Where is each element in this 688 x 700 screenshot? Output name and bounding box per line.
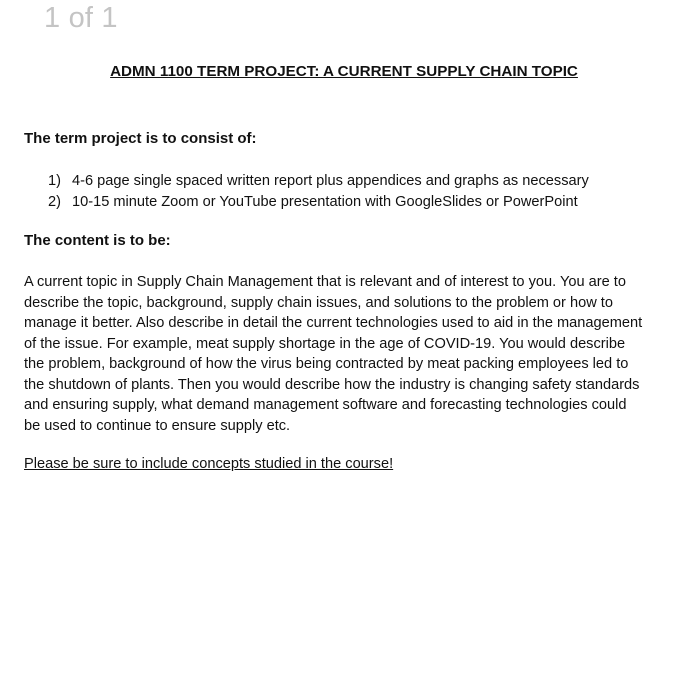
page-counter: 1 of 1 bbox=[44, 2, 118, 34]
paragraph-line: and ensuring supply, what demand management software and forecasting technologies could bbox=[24, 397, 627, 413]
list-item-text: 10-15 minute Zoom or YouTube presentation with GoogleSlides or PowerPoint bbox=[72, 193, 578, 210]
paragraph-line: of the issue. For example, meat supply shortage in the age of COVID-19. You would describe bbox=[24, 335, 626, 352]
list-item-number: 1) bbox=[48, 173, 61, 189]
document-title: ADMN 1100 TERM PROJECT: A CURRENT SUPPLY CHAIN TOPIC bbox=[110, 63, 578, 80]
list-item bbox=[48, 192, 589, 213]
paragraph-line: manage it better. Also describe in detail the current technologies used to aid in the management bbox=[24, 315, 643, 331]
content-paragraph bbox=[24, 272, 674, 436]
paragraph-line: the problem, background of how the virus being contracted by meat packing employees led to bbox=[24, 356, 629, 372]
paragraph-line: A current topic in Supply Chain Management that is relevant and of interest to you. You are to bbox=[24, 274, 626, 290]
consist-heading: The term project is to consist of: bbox=[24, 130, 257, 147]
list-item bbox=[48, 171, 589, 192]
paragraph-line: be used to continue to ensure supply etc. bbox=[24, 417, 291, 434]
list-item-text: 4-6 page single spaced written report plus appendices and graphs as necessary bbox=[72, 173, 589, 189]
list-item-number: 2) bbox=[48, 193, 61, 210]
paragraph-line: the shutdown of plants. Then you would describe how the industry is changing safety standards bbox=[24, 376, 640, 393]
project-components-list bbox=[48, 171, 589, 212]
content-heading: The content is to be: bbox=[24, 232, 171, 249]
course-concepts-note: Please be sure to include concepts studied in the course! bbox=[24, 456, 394, 472]
paragraph-line: describe the topic, background, supply chain issues, and solutions to the problem or how to bbox=[24, 294, 613, 311]
